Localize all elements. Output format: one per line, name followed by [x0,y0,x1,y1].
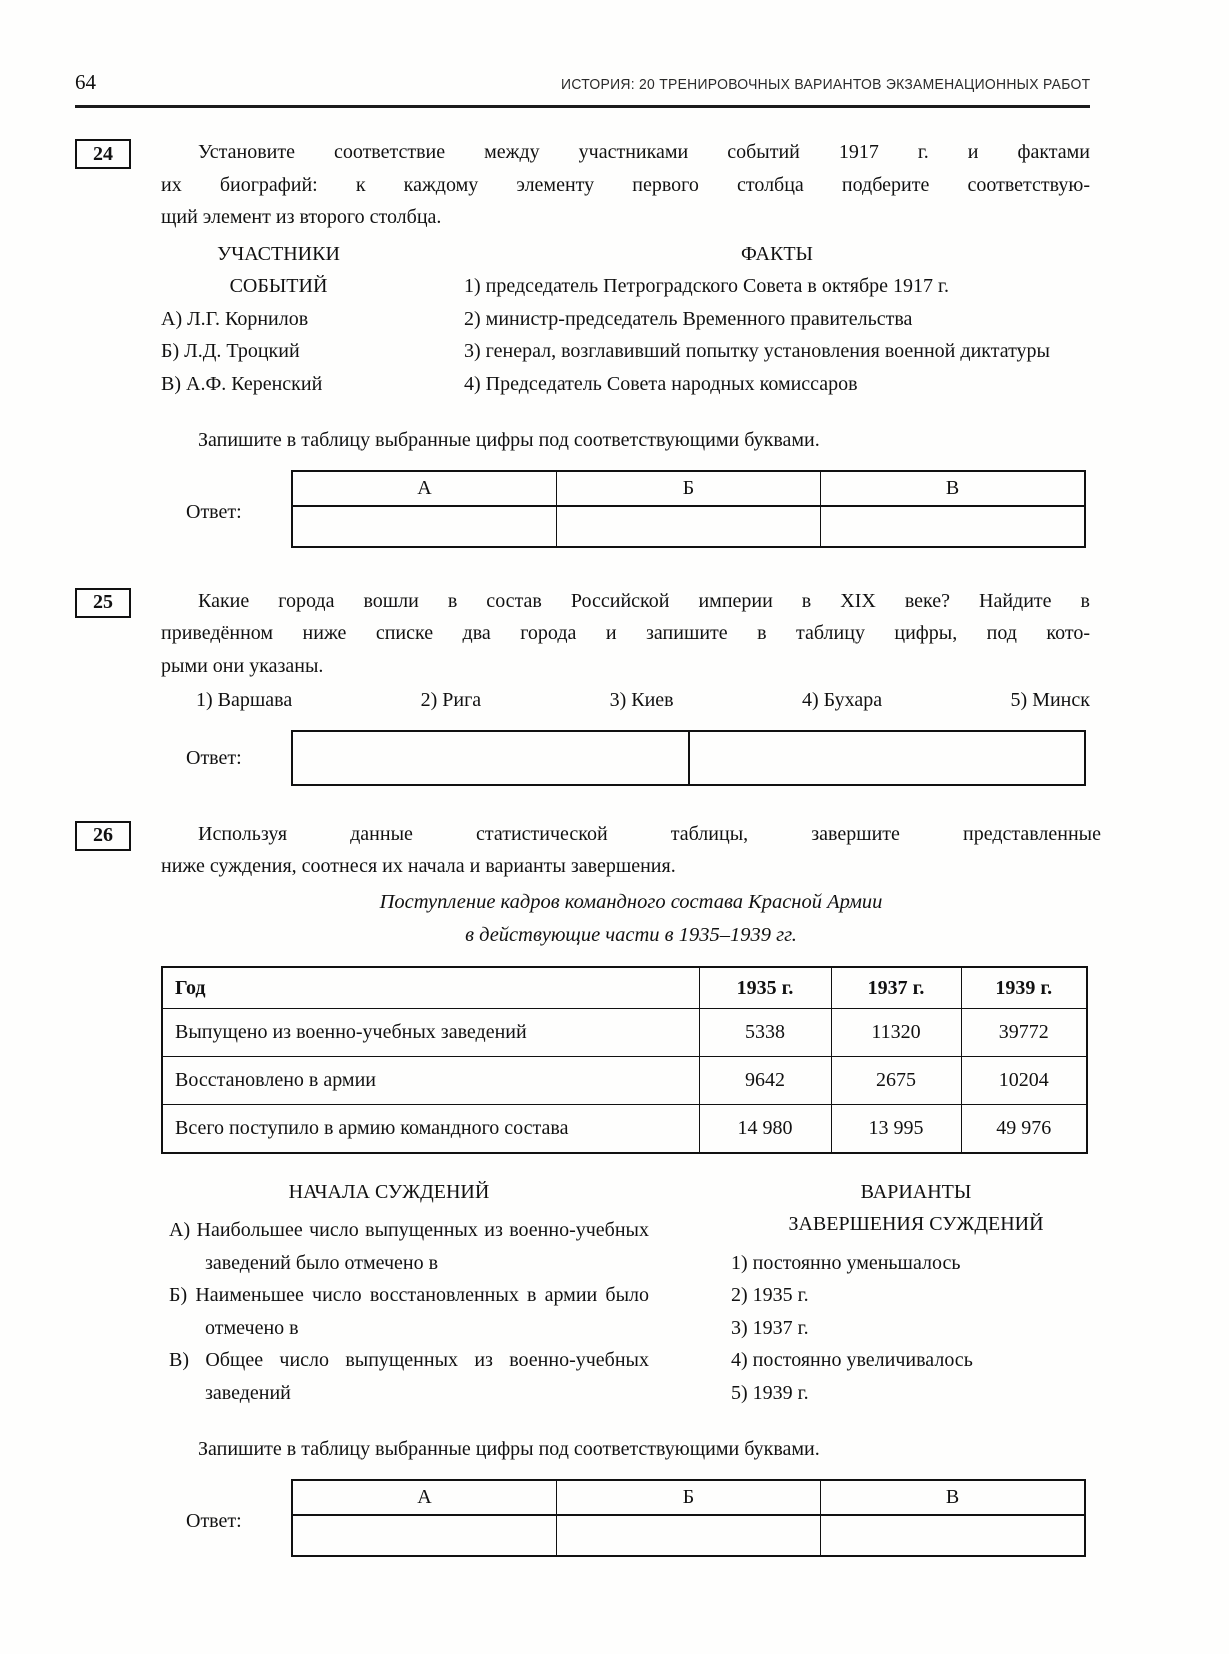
list-item [731,1279,1101,1312]
answer-cell [821,1515,1085,1556]
item-label: 5) [731,1381,748,1404]
item-label: 4) [801,689,819,711]
item-label: Б) [169,1284,188,1306]
q26-right-header-line1: ВАРИАНТЫ [860,1180,972,1203]
question-24-number-box: 24 [75,139,131,169]
list-item [464,270,1090,303]
item-label: 2) [420,689,438,711]
question-26 [75,818,1101,1557]
item-label: 2) [731,1284,748,1306]
stats-header-cell: 1937 г. [831,967,961,1009]
item-text: постоянно увеличивалось [752,1349,973,1371]
q25-answer-table [291,730,1086,786]
answer-cell [292,731,689,785]
q26-right-column-header [731,1176,1101,1241]
item-text: генерал, возглавивший попытку установления военной диктатуры [485,340,1050,362]
table-row [162,1105,1087,1153]
question-26-body [161,818,1101,1557]
stats-table-title-line2: в действующие части в 1935–1939 гг. [465,923,797,946]
stats-header-cell: 1935 г. [699,967,831,1009]
item-text: Общее число выпущенных из военно-учебных заведений [205,1349,649,1404]
q26-right-header-line2: ЗАВЕРШЕНИЯ СУЖДЕНИЙ [788,1213,1044,1235]
answer-col-b: Б [556,1480,820,1515]
item-label: 1) [464,275,481,297]
q26-left-column-header: НАЧАЛА СУЖДЕНИЙ [288,1180,490,1203]
list-item [464,303,1090,336]
q26-answer-table [291,1479,1086,1557]
item-text: 1937 г. [752,1316,809,1339]
stats-cell: 49 976 [961,1105,1087,1153]
stats-cell: 2675 [831,1057,961,1105]
running-head [75,70,1090,95]
stats-header-cell: Год [162,967,699,1009]
question-25-body [161,585,1090,786]
item-text: Бухара [823,689,883,711]
answer-header-row [292,471,1085,506]
header-rule [75,105,1090,108]
item-text: постоянно уменьшалось [752,1251,961,1274]
item-label: В) [169,1349,189,1371]
item-text: А.Ф. Керенский [186,372,323,395]
item-text: министр-председатель Временного правительства [485,307,913,330]
q25-intro-line: Какие города вошли в состав Российской империи в XIX веке? Найдите в [198,589,1090,612]
q24-intro-line: щий элемент из второго столбца. [161,206,442,228]
item-text: Л.Г. Корнилов [187,307,309,330]
answer-input-row [292,506,1085,547]
question-25 [75,585,1090,786]
q24-left-header-line2: СОБЫТИЙ [229,275,328,297]
q26-intro-line: ниже суждения, соотнеся их начала и варианты завершения. [161,855,676,877]
question-24-body [161,136,1090,548]
item-text: Л.Д. Троцкий [184,340,300,362]
list-item [731,1377,1101,1410]
q25-intro-line: приведённом ниже списке два города и запишите в таблицу цифры, под кото- [161,622,1090,644]
item-label: 2) [464,307,481,330]
answer-input-row [292,1515,1085,1556]
question-24 [75,136,1090,548]
list-item [161,368,464,401]
stats-header-row [162,967,1087,1009]
stats-cell: 14 980 [699,1105,831,1153]
question-26-number-box: 26 [75,821,131,851]
item-label: Б) [161,340,180,362]
stats-cell: 5338 [699,1009,831,1057]
q26-intro-line: Используя данные статистической таблицы, завершите представленные [198,822,1101,845]
option-item [1011,684,1090,717]
list-item [169,1214,649,1279]
q24-write-note: Запишите в таблицу выбранные цифры под соответствующими буквами. [198,429,820,451]
stats-cell: 13 995 [831,1105,961,1153]
item-label: 5) [1010,689,1028,711]
answer-cell [556,1515,820,1556]
q24-intro-line: их биографий: к каждому элементу первого столбца подберите соответствую- [161,173,1090,196]
list-item [464,368,1090,401]
stats-cell: 39772 [961,1009,1087,1057]
q26-left-column [169,1176,649,1410]
answer-col-a: А [292,1480,556,1515]
item-text: Председатель Совета народных комиссаров [485,372,858,395]
answer-col-v: В [821,1480,1085,1515]
answer-label: Ответ: [186,746,242,769]
list-item [169,1279,649,1344]
page-number: 64 [75,70,96,94]
q26-matching-columns [161,1176,1101,1410]
item-text: Наименьшее число восстановленных в армии было отмечено в [195,1284,649,1339]
stats-cell: 11320 [831,1009,961,1057]
item-label: В) [161,372,181,395]
stats-cell: 10204 [961,1057,1087,1105]
stats-row-label: Всего поступило в армию командного состава [162,1105,699,1153]
option-item [610,684,674,717]
q24-matching-columns [161,238,1090,401]
answer-col-b: Б [556,471,820,506]
question-25-number-box: 25 [75,588,131,618]
item-label: 4) [464,372,481,395]
table-row [162,1057,1087,1105]
item-label: 3) [464,340,481,362]
table-row [162,1009,1087,1057]
list-item [161,303,464,336]
q24-left-column [161,238,464,401]
item-label: 1) [731,1251,748,1274]
list-item [731,1344,1101,1377]
stats-row-label: Выпущено из военно-учебных заведений [162,1009,699,1057]
answer-cell [556,506,820,547]
q26-answer-row [161,1479,1101,1557]
option-item [196,684,292,717]
item-text: председатель Петроградского Совета в октябре 1917 г. [485,275,949,297]
list-item [731,1247,1101,1280]
option-item [802,684,882,717]
list-item [464,335,1090,368]
list-item [169,1344,649,1409]
q25-intro-line: рыми они указаны. [161,654,324,677]
item-text: 1939 г. [752,1381,809,1404]
item-label: А) [161,307,183,330]
page-header-title: ИСТОРИЯ: 20 ТРЕНИРОВОЧНЫХ ВАРИАНТОВ ЭКЗАМЕНАЦИОННЫХ РАБОТ [560,77,1090,93]
answer-col-v: В [821,471,1085,506]
answer-cell [292,506,556,547]
q26-write-note: Запишите в таблицу выбранные цифры под соответствующими буквами. [198,1438,820,1460]
stats-row-label: Восстановлено в армии [162,1057,699,1105]
item-label: А) [169,1219,191,1241]
q24-right-column [464,238,1090,401]
answer-col-a: А [292,471,556,506]
list-item [161,335,464,368]
q24-left-column-header [161,238,396,303]
item-text: Минск [1032,689,1090,711]
option-item [421,684,482,717]
q24-answer-row [161,470,1090,548]
item-label: 3) [609,689,627,711]
q24-intro-line: Установите соответствие между участниками событий 1917 г. и фактами [198,141,1090,163]
q26-right-column [731,1176,1101,1410]
list-item [731,1312,1101,1345]
answer-label: Ответ: [186,1509,242,1532]
item-label: 4) [731,1349,748,1371]
answer-label: Ответ: [186,500,242,523]
item-label: 3) [731,1316,748,1339]
answer-cell [821,506,1085,547]
answer-cell [292,1515,556,1556]
item-label: 1) [196,689,213,711]
q24-right-column-header: ФАКТЫ [741,242,813,265]
item-text: Наибольшее число выпущенных из военно-учебных заведений было отмечено в [196,1219,649,1274]
answer-cell [689,731,1086,785]
answer-input-row [292,731,1085,785]
stats-cell: 9642 [699,1057,831,1105]
q24-answer-table [291,470,1086,548]
answer-header-row [292,1480,1085,1515]
stats-table-title [161,886,1101,952]
stats-header-cell: 1939 г. [961,967,1087,1009]
item-text: 1935 г. [752,1284,809,1306]
q25-options-row [161,684,1090,717]
item-text: Варшава [217,689,293,711]
item-text: Рига [442,689,482,711]
stats-table [161,966,1088,1154]
item-text: Киев [631,689,674,711]
stats-table-title-line1: Поступление кадров командного состава Красной Армии [379,890,883,913]
q25-answer-row [161,730,1090,786]
q24-left-header-line1: УЧАСТНИКИ [217,242,340,265]
